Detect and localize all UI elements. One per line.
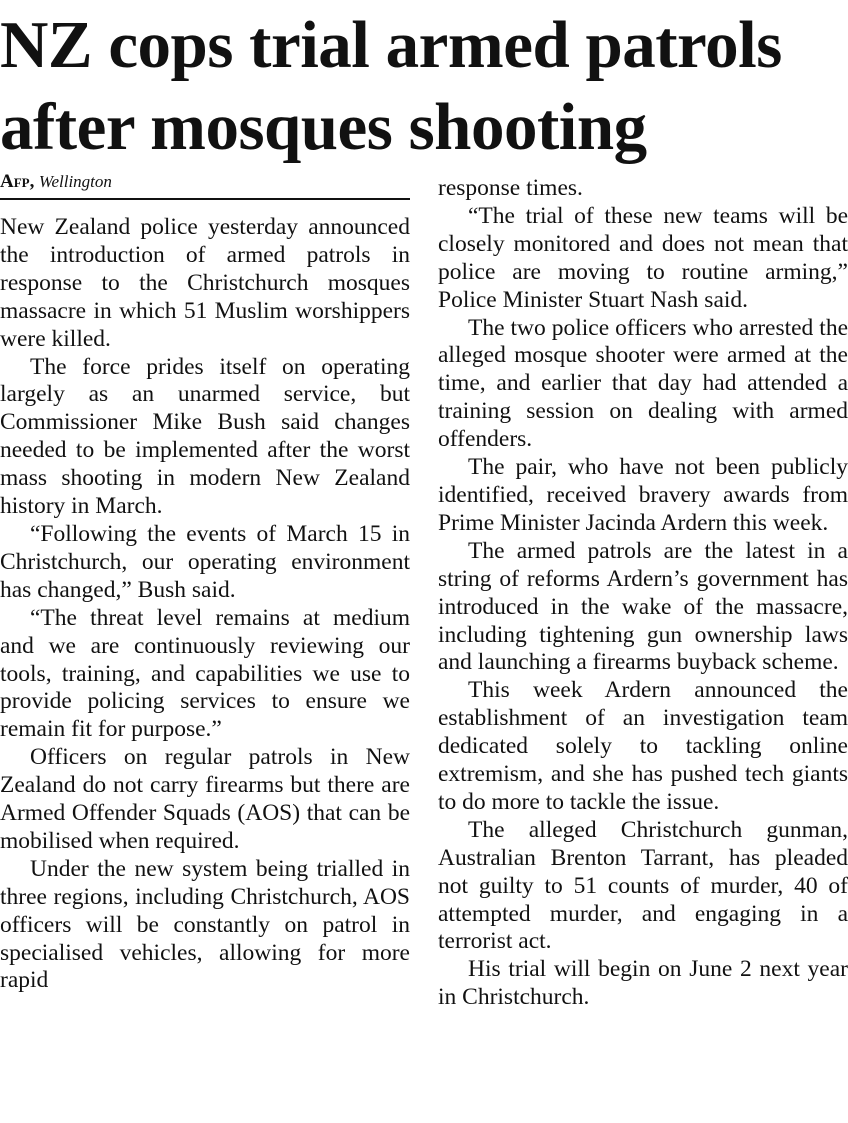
paragraph: The pair, who have not been publicly identified, received bravery awards from Prime Minister Jacinda Ardern this week. — [438, 454, 848, 536]
article-column-left — [0, 214, 410, 995]
headline-line-1: NZ cops trial armed patrols — [0, 8, 782, 82]
headline — [0, 4, 848, 168]
byline-agency: Afp, — [0, 171, 35, 192]
paragraph: This week Ardern announced the establishment of an investigation team dedicated solely to tackling online extremism, and she has pushed tech giants to do more to tackle the issue. — [438, 677, 848, 815]
paragraph: New Zealand police yesterday announced the introduction of armed patrols in response to the Christchurch mosques massacre in which 51 Muslim worshippers were killed. — [0, 214, 410, 352]
headline-line-2: after mosques shooting — [0, 90, 647, 164]
paragraph: The alleged Christchurch gunman, Australian Brenton Tarrant, has pleaded not guilty to 51 counts of murder, 40 of attempted murder, and engaging in a terrorist act. — [438, 816, 848, 955]
paragraph: “The trial of these new teams will be closely monitored and does not mean that police are moving to routine arming,” Police Minister Stuart Nash said. — [438, 202, 848, 313]
paragraph: His trial will begin on June 2 next year in Christchurch. — [438, 956, 848, 1011]
paragraph: “Following the events of March 15 in Christchurch, our operating environment has changed,” Bush said. — [0, 520, 410, 603]
byline — [0, 168, 410, 200]
byline-place: Wellington — [38, 172, 112, 191]
paragraph: Under the new system being trialled in three regions, including Christchurch, AOS officers will be constantly on patrol in specialised vehicles, allowing for more rapid — [0, 855, 410, 994]
paragraph: The force prides itself on operating largely as an unarmed service, but Commissioner Mike Bush said changes needed to be implemented after the worst mass shooting in modern New Zealand history in March. — [0, 353, 410, 520]
article-column-right — [438, 175, 848, 1012]
paragraph-continued: response times. — [438, 175, 583, 201]
paragraph: Officers on regular patrols in New Zealand do not carry firearms but there are Armed Offender Squads (AOS) that can be mobilised when required. — [0, 744, 410, 854]
paragraph: The two police officers who arrested the alleged mosque shooter were armed at the time, and earlier that day had attended a training session on dealing with armed offenders. — [438, 314, 848, 453]
paragraph: The armed patrols are the latest in a string of reforms Ardern’s government has introduced in the wake of the massacre, including tightening gun ownership laws and launching a firearms buyback scheme. — [438, 537, 848, 676]
paragraph: “The threat level remains at medium and we are continuously reviewing our tools, training, and capabilities we use to provide policing services to ensure we remain fit for purpose.” — [0, 604, 410, 743]
